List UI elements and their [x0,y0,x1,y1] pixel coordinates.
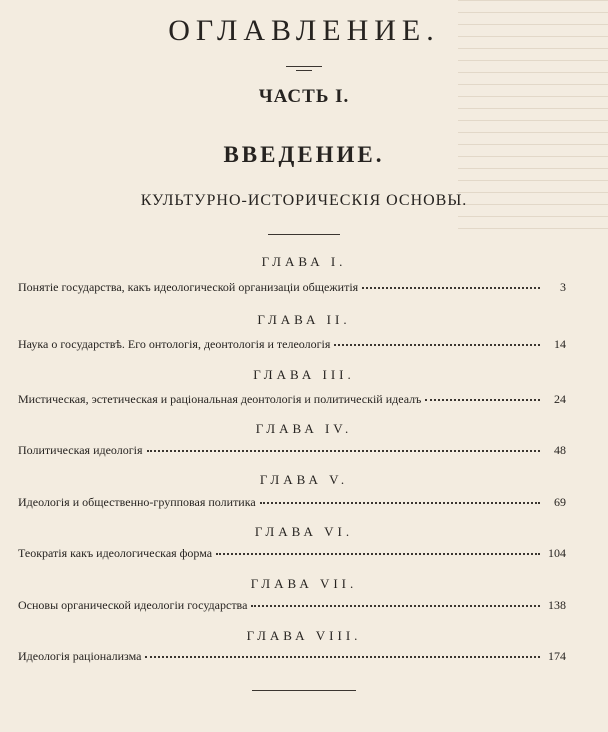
toc-entry[interactable] [18,442,566,460]
dot-leader [216,543,540,555]
toc-entry-page: 174 [548,649,566,663]
chapter-heading: ГЛАВА VI. [254,524,354,539]
toc-entry[interactable] [18,279,566,297]
introduction-heading: ВВЕДЕНИЕ. [223,142,385,167]
bottom-divider [252,690,356,691]
chapter-heading: ГЛАВА III. [253,367,355,382]
toc-entry-title: Основы органической идеологіи государства [18,598,248,612]
toc-entry-title: Мистическая, эстетическая и раціональная деонтологія и политическій идеалъ [18,392,422,406]
toc-entry-page: 104 [548,546,566,560]
subtitle-divider [268,234,340,235]
dot-leader [145,646,540,658]
toc-entry[interactable] [18,494,566,512]
chapter-heading: ГЛАВА V. [259,472,349,487]
chapter-heading: ГЛАВА I. [261,254,347,269]
toc-entry[interactable] [18,648,566,666]
dot-leader [362,277,540,289]
section-subtitle: КУЛЬТУРНО-ИСТОРИЧЕСКІЯ ОСНОВЫ. [140,192,468,209]
dot-leader [251,595,540,607]
toc-entry-title: Теократія какъ идеологическая форма [18,546,213,560]
chapter-heading: ГЛАВА IV. [255,421,353,436]
part-heading: ЧАСТЬ I. [258,86,350,107]
toc-entry-title: Идеологія раціонализма [18,649,142,663]
page-title: ОГЛАВЛЕНИЕ. [168,14,440,47]
toc-entry-title: Понятіе государства, какъ идеологической организаціи общежитія [18,280,359,294]
dot-leader [334,334,540,346]
toc-entry-page: 3 [560,280,566,294]
dot-leader [260,492,540,504]
toc-entry[interactable] [18,597,566,615]
dot-leader [147,440,540,452]
toc-entry[interactable] [18,545,566,563]
toc-entry-title: Наука о государствѣ. Его онтологія, деонтологія и телеологія [18,337,331,351]
toc-entry-page: 48 [554,443,566,457]
toc-entry-title: Идеологія и общественно-групповая политика [18,495,256,509]
title-divider-short [296,70,312,71]
toc-entry-title: Политическая идеологія [18,443,143,457]
toc-entry[interactable] [18,391,566,409]
chapter-heading: ГЛАВА II. [257,312,351,327]
toc-entry-page: 24 [554,392,566,406]
toc-entry[interactable] [18,336,566,354]
toc-entry-page: 69 [554,495,566,509]
chapter-heading: ГЛАВА VIII. [246,628,362,643]
toc-entry-page: 138 [548,598,566,612]
dot-leader [425,389,540,401]
title-divider [286,66,322,67]
chapter-heading: ГЛАВА VII. [250,576,358,591]
toc-entry-page: 14 [554,337,566,351]
